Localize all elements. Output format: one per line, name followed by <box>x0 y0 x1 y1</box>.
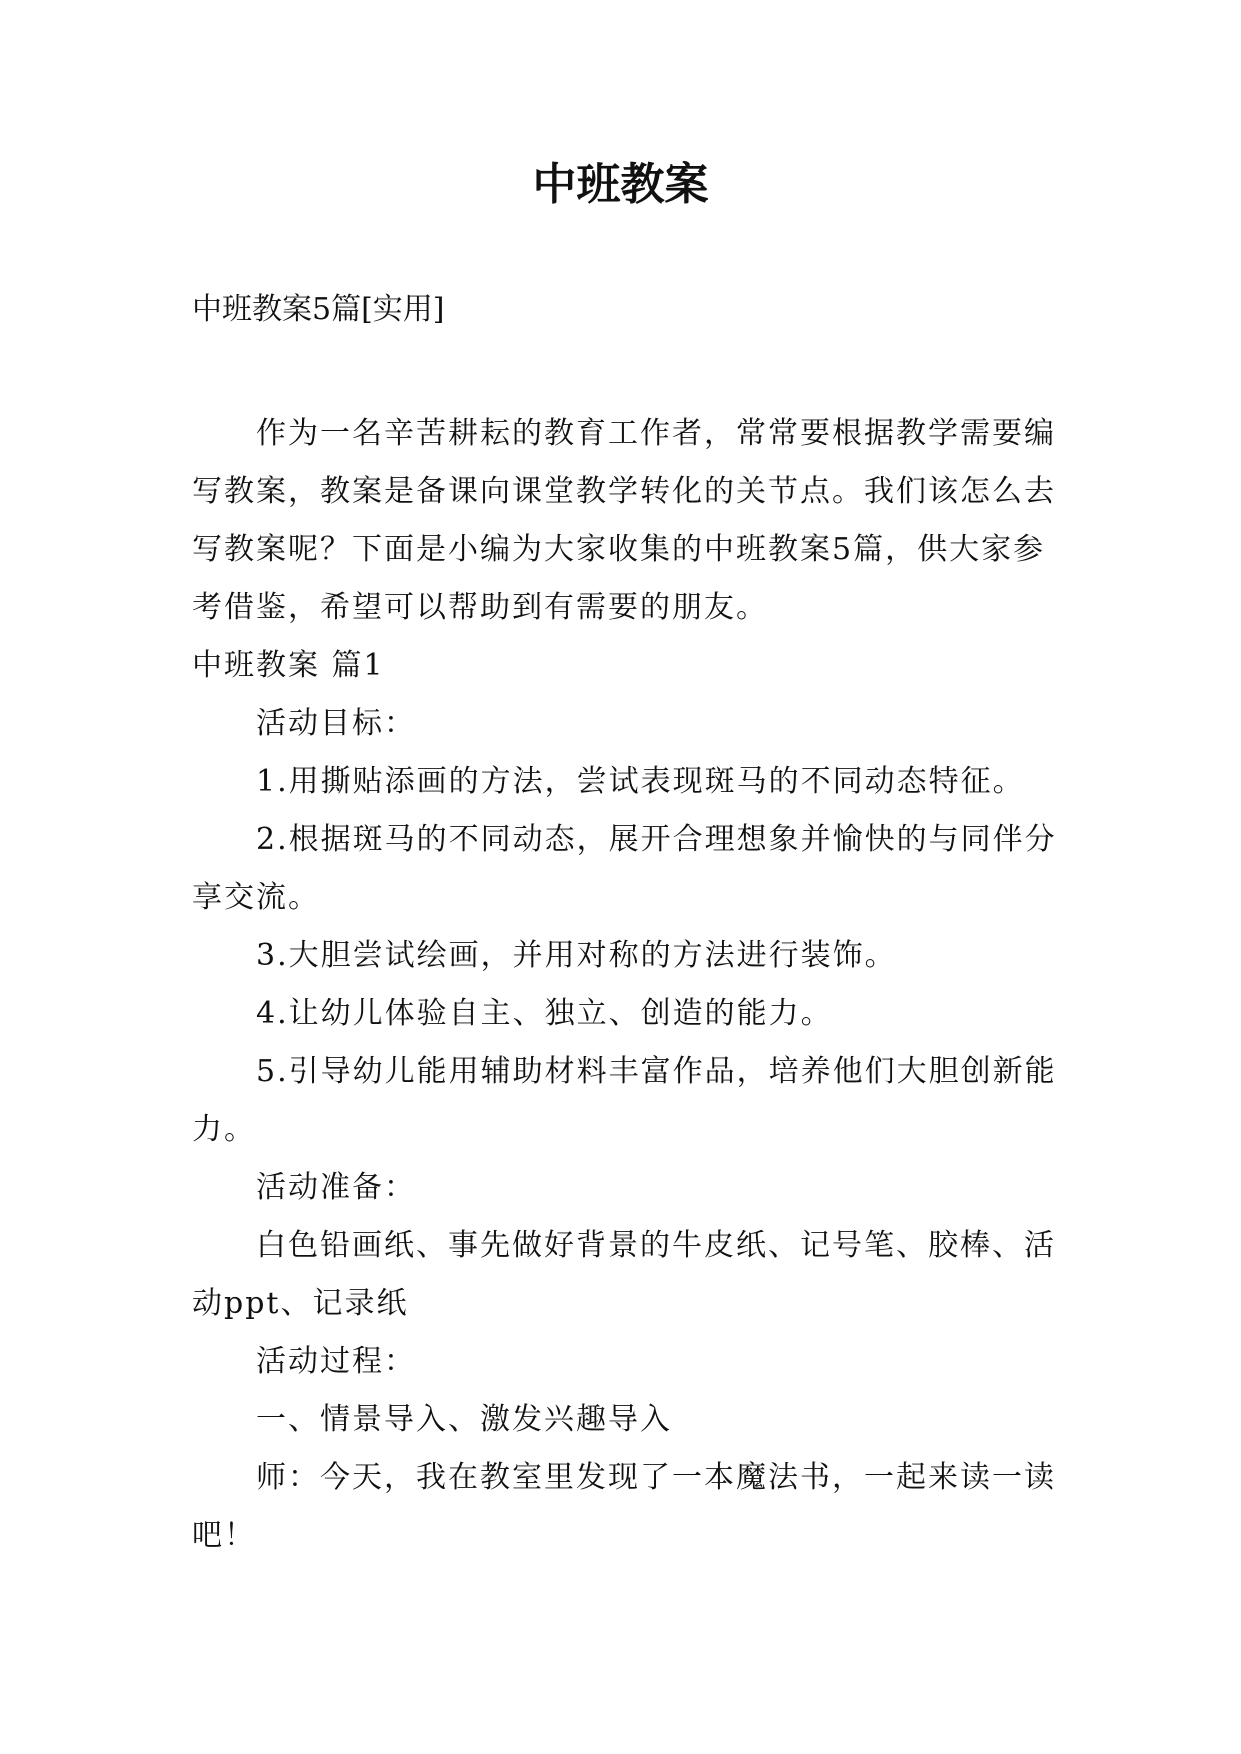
goal-item: 1.用撕贴添画的方法，尝试表现斑马的不同动态特征。 <box>256 764 1025 799</box>
goal-item: 4.让幼儿体验自主、独立、创造的能力。 <box>256 996 833 1031</box>
goal-item: 2.根据斑马的不同动态，展开合理想象并愉快的与同伴分享交流。 <box>192 822 1057 915</box>
process-text: 师：今天，我在教室里发现了一本魔法书，一起来读一读吧！ <box>192 1460 1056 1553</box>
goals-heading: 活动目标： <box>256 706 416 741</box>
process-step: 一、情景导入、激发兴趣导入 <box>256 1402 672 1437</box>
process-heading: 活动过程： <box>256 1344 416 1379</box>
preparation-heading: 活动准备： <box>256 1170 416 1205</box>
intro-paragraph: 作为一名辛苦耕耘的教育工作者，常常要根据教学需要编写教案，教案是备课向课堂教学转化的关节点。我们该怎么去写教案呢？下面是小编为大家收集的中班教案5篇，供大家参考借鉴，希望可以帮助到有需要的朋友。 <box>192 416 1056 625</box>
goal-item: 3.大胆尝试绘画，并用对称的方法进行装饰。 <box>256 938 897 973</box>
document-body <box>192 405 1062 1565</box>
document-title: 中班教案 <box>532 159 709 210</box>
document-subtitle: 中班教案5篇[实用] <box>192 292 445 327</box>
preparation-text: 白色铅画纸、事先做好背景的牛皮纸、记号笔、胶棒、活动ppt、记录纸 <box>192 1228 1056 1321</box>
section-heading: 中班教案 篇1 <box>192 648 385 683</box>
goal-item: 5.引导幼儿能用辅助材料丰富作品，培养他们大胆创新能力。 <box>192 1054 1057 1147</box>
